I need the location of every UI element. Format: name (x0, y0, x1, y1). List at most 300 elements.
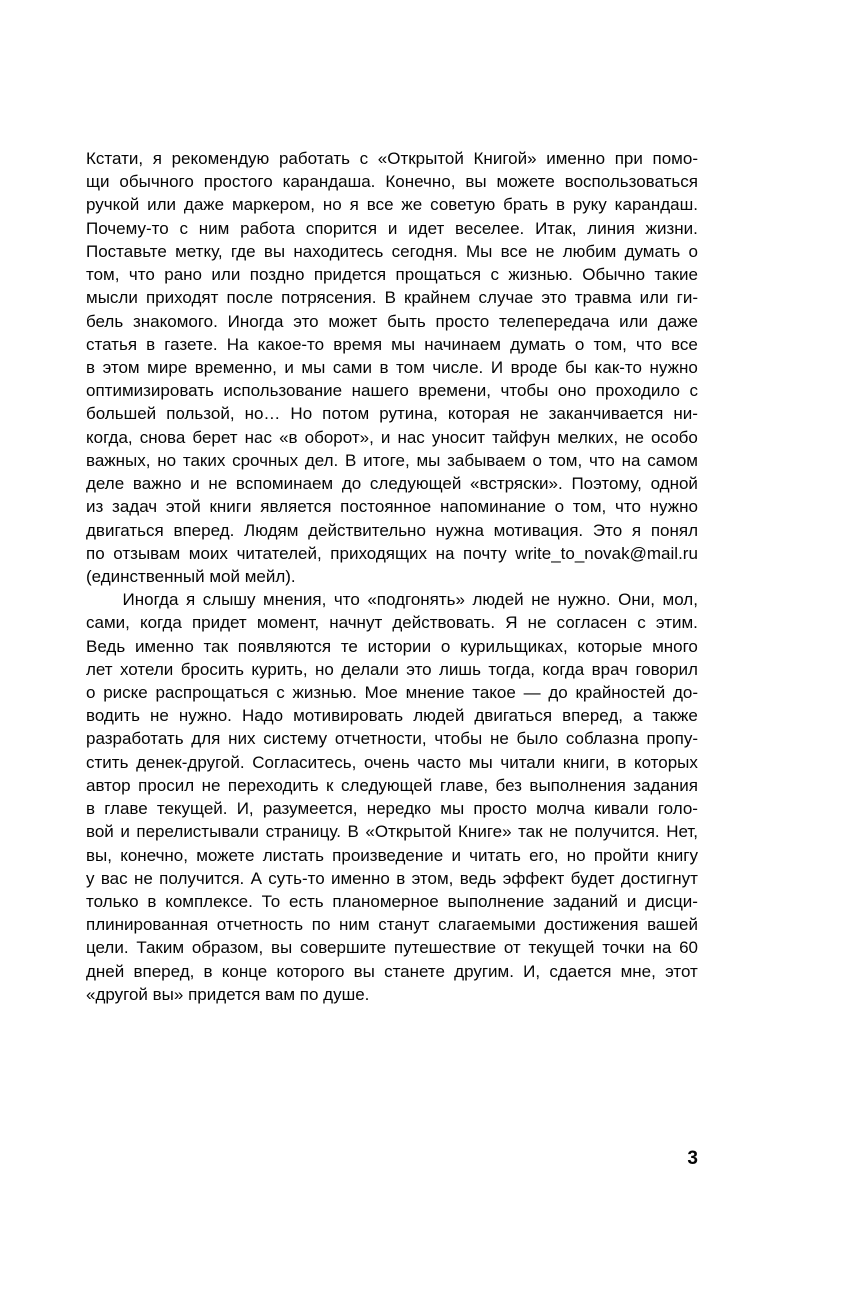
text-word: руку (572, 195, 607, 215)
text-word: планомерное (332, 892, 439, 911)
text-word: тогда, (488, 659, 535, 679)
text-word: крайностей (575, 683, 666, 703)
text-word: выполнение (447, 892, 545, 911)
text-word: начинаем (424, 334, 501, 354)
text-word: Кстати, (86, 149, 144, 168)
text-word: и (451, 845, 461, 865)
text-word: важно (132, 474, 182, 494)
text-word: сдается (549, 961, 612, 981)
text-line (86, 936, 698, 959)
text-word: спорится (305, 218, 378, 238)
text-word: автор (86, 775, 131, 795)
text-word: плинированная (86, 915, 209, 935)
text-word: Книгой» (473, 149, 537, 168)
text-line (86, 310, 698, 333)
text-word: На (226, 334, 249, 354)
text-word: в (555, 195, 565, 215)
text-line (86, 867, 698, 890)
text-word: с (276, 683, 285, 703)
text-word: мнение (405, 683, 465, 703)
text-word: одной (650, 474, 698, 494)
text-word: в (86, 799, 96, 819)
text-word: простого (203, 172, 273, 192)
text-word: «Открытой (377, 149, 464, 168)
text-line (86, 519, 698, 542)
text-word: действительно (308, 520, 426, 540)
text-word: а (633, 706, 643, 726)
text-word: не (535, 241, 555, 261)
text-word: советую (430, 195, 496, 215)
text-line (86, 658, 698, 681)
text-word: мол, (662, 590, 698, 610)
text-word: двигаться (86, 520, 164, 540)
text-word: лет (86, 659, 113, 679)
text-word: воспользоваться (564, 172, 698, 192)
text-word: Итак, (535, 218, 577, 238)
text-word: очень (363, 752, 410, 772)
text-word: важных, (86, 450, 151, 470)
text-word: что (588, 450, 615, 470)
text-word: пропу- (646, 729, 698, 749)
text-word: обычного (119, 172, 194, 192)
text-word: его, (529, 845, 559, 865)
text-word: достижения (544, 915, 639, 935)
text-word: оборот», (304, 427, 374, 447)
text-word: перелистывали (136, 822, 260, 842)
text-word: этот (665, 961, 698, 981)
text-word: кивали (593, 799, 649, 819)
text-word: потом (322, 404, 370, 424)
text-word: сами, (86, 613, 130, 633)
text-word: не (549, 822, 568, 842)
text-word: также (652, 706, 698, 726)
text-word: молча (536, 799, 585, 819)
text-word: книгу (656, 845, 698, 865)
text-line (86, 960, 698, 983)
text-word: То (261, 892, 281, 911)
text-line (86, 217, 698, 240)
text-word: так (518, 822, 543, 842)
text-word: просто (473, 799, 527, 819)
text-word: по (86, 543, 105, 563)
text-word: вперед, (133, 961, 195, 981)
text-word: с (359, 149, 369, 168)
text-word: заданий (553, 892, 619, 911)
text-word: постоянное (340, 497, 432, 517)
text-word: я (185, 590, 196, 610)
text-word: И, (523, 961, 541, 981)
text-line (86, 193, 698, 216)
text-word: этом, (411, 868, 454, 888)
text-word: бы (565, 357, 588, 377)
text-word: Это (592, 520, 623, 540)
text-line (86, 495, 698, 518)
text-line (86, 704, 698, 727)
text-word: достигнут (620, 868, 698, 888)
text-word: которая (447, 404, 510, 424)
text-word: случае (478, 288, 534, 308)
text-word: крайнем (404, 288, 471, 308)
text-word: у (86, 868, 95, 888)
text-line (86, 588, 698, 611)
text-word: это (406, 659, 432, 679)
text-word: не (527, 613, 547, 633)
text-word: ним (339, 915, 370, 935)
paragraph-2 (86, 588, 698, 1006)
text-word: только (86, 892, 139, 911)
text-word: карандаш. (614, 195, 698, 215)
text-word: придется (313, 265, 387, 285)
text-word: и (626, 892, 637, 911)
text-word: совершите (300, 938, 387, 958)
text-word: бросить (180, 659, 244, 679)
text-word: соблазна (565, 729, 639, 749)
text-word: статья (86, 334, 138, 354)
text-word: Обычно (582, 265, 646, 285)
text-line (86, 170, 698, 193)
text-word: этим. (655, 613, 698, 633)
text-word: Мы (466, 241, 493, 261)
text-word: таких (182, 450, 226, 470)
text-word: когда (542, 659, 585, 679)
text-word: хотели (120, 659, 174, 679)
text-word: рекомендую (171, 149, 270, 168)
text-word: самом (647, 450, 698, 470)
text-word: с (637, 613, 646, 633)
text-word: слышу (202, 590, 256, 610)
text-word: брать (503, 195, 549, 215)
text-word: при (614, 149, 643, 168)
text-word: текущей (528, 938, 595, 958)
text-word: Поставьте (86, 241, 167, 261)
text-word: до- (672, 683, 698, 703)
text-word: произведение (332, 845, 444, 865)
text-word: деле (86, 474, 125, 494)
text-word: Таким (136, 938, 185, 958)
text-word: до (341, 474, 362, 494)
text-word: том, (572, 497, 607, 517)
text-run: (единственный мой мейл). (86, 566, 296, 586)
text-line (86, 449, 698, 472)
text-word: пользой, (166, 404, 235, 424)
text-line (86, 402, 698, 425)
text-word: Книге» (458, 822, 512, 842)
text-word: вы (271, 938, 293, 958)
text-word: А (250, 868, 262, 888)
text-word: что (615, 497, 641, 517)
text-word: В (347, 822, 359, 842)
text-word: появляются (237, 636, 332, 656)
text-word: разумеется, (262, 799, 358, 819)
text-word: временно, (194, 357, 277, 377)
text-word: нас (244, 427, 272, 447)
text-word: вы, (86, 845, 112, 865)
text-word: врач (591, 659, 629, 679)
text-word: после (226, 288, 274, 308)
text-word: когда, (86, 427, 133, 447)
text-word: И, (236, 799, 254, 819)
text-word: получится. (159, 868, 245, 888)
text-word: не (531, 590, 551, 610)
text-word: курить, (251, 659, 308, 679)
text-line (86, 147, 698, 170)
text-word: оптимизировать (86, 381, 214, 401)
text-word: можете (496, 172, 555, 192)
page-body-text (86, 147, 698, 1006)
text-word: в (147, 892, 157, 911)
text-line (86, 727, 698, 750)
text-word: «подгонять» (367, 590, 465, 610)
text-word: в (379, 357, 389, 377)
text-word: забываем (447, 450, 526, 470)
text-word: из (86, 497, 104, 517)
text-word: почту (463, 543, 507, 563)
text-word: или (147, 195, 177, 215)
text-word: Иногда (122, 590, 179, 610)
text-word: момент, (256, 613, 320, 633)
text-word: выполнения (529, 775, 626, 795)
text-word: же (401, 195, 423, 215)
text-word: но (315, 659, 334, 679)
text-word: заканчивается (548, 404, 664, 424)
text-word: от (503, 938, 521, 958)
text-word: чтобы (500, 381, 549, 401)
text-word: числе. (432, 357, 484, 377)
text-word: путешествие (393, 938, 497, 958)
text-word: но (157, 450, 177, 470)
text-word: В (345, 450, 357, 470)
text-word: нужна (435, 520, 484, 540)
text-word: листать (262, 845, 324, 865)
text-word: другим. (454, 961, 514, 981)
text-word: жизнью. (508, 265, 573, 285)
text-line (86, 263, 698, 286)
text-word: думать (624, 241, 681, 261)
text-word: является (260, 497, 332, 517)
text-word: пройти (593, 845, 649, 865)
text-word: мелких, (557, 427, 619, 447)
text-word: понял (650, 520, 698, 540)
text-line (86, 635, 698, 658)
text-word: может (328, 311, 378, 331)
text-line (86, 240, 698, 263)
text-word: но… (244, 404, 281, 424)
text-word: «встряски». (470, 474, 563, 494)
text-word: цели. (86, 938, 129, 958)
text-word: водить (86, 706, 140, 726)
text-word: следующей (340, 775, 433, 795)
text-word: лишь (439, 659, 481, 679)
text-word: карандаша. (282, 172, 376, 192)
text-word: я (152, 149, 162, 168)
text-word: вы (263, 241, 286, 261)
text-word: и (190, 474, 200, 494)
text-word: Мое (364, 683, 398, 703)
text-word: вспоминаем (235, 474, 334, 494)
text-run: «другой вы» придется вам по душе. (86, 984, 370, 1004)
text-word: том (396, 357, 425, 377)
text-word: следующей (369, 474, 462, 494)
text-word: есть (289, 892, 324, 911)
text-word: том, (548, 450, 583, 470)
text-word: такое (472, 683, 516, 703)
text-word: читателей, (236, 543, 322, 563)
text-line (86, 774, 698, 797)
text-word: о (86, 683, 96, 703)
text-word: систему (263, 729, 328, 749)
text-word: жизнью. (292, 683, 357, 703)
text-word: о (574, 334, 585, 354)
text-word: нас (397, 427, 425, 447)
text-word: большей (86, 404, 157, 424)
text-word: начнут (329, 613, 383, 633)
text-word: сами (332, 357, 372, 377)
text-line (86, 379, 698, 402)
text-word: любим (562, 241, 617, 261)
text-word: Они, (618, 590, 655, 610)
text-word: просто (435, 311, 490, 331)
text-word: мотивировать (293, 706, 404, 726)
text-word: что (128, 265, 155, 285)
text-word: и (120, 822, 130, 842)
text-word: по (311, 915, 331, 935)
text-word: курильщиках, (460, 636, 568, 656)
text-word: которых (633, 752, 698, 772)
text-word: И (490, 357, 504, 377)
text-word: о (554, 497, 565, 517)
text-word: такие (654, 265, 698, 285)
text-line (86, 751, 698, 774)
text-word: точки (602, 938, 645, 958)
text-word: людей (413, 706, 465, 726)
text-word: мы (468, 752, 493, 772)
text-line (86, 913, 698, 936)
text-word: маркером, (232, 195, 315, 215)
text-word: использование (223, 381, 343, 401)
text-word: все (671, 334, 698, 354)
text-word: мире (147, 357, 188, 377)
text-line (86, 472, 698, 495)
text-word: стить (86, 752, 129, 772)
text-word: не (208, 474, 228, 494)
text-word: главе, (439, 775, 489, 795)
text-word: оно (557, 381, 587, 401)
text-word: Конечно, (385, 172, 456, 192)
text-word: нашего (351, 381, 409, 401)
text-word: время (333, 334, 383, 354)
text-word: 60 (679, 938, 698, 958)
text-word: в (86, 357, 96, 377)
text-word: суть-то (268, 868, 325, 888)
text-word: проходило (595, 381, 680, 401)
text-word: именно (546, 149, 606, 168)
text-word: мысли (86, 288, 138, 308)
text-word: ручкой (86, 195, 140, 215)
text-line (86, 890, 698, 913)
paragraph-indent (86, 588, 115, 611)
text-word: в (203, 961, 213, 981)
text-line (86, 333, 698, 356)
text-word: не (489, 729, 509, 749)
text-word: можете (196, 845, 255, 865)
text-word: находитесь (293, 241, 384, 261)
text-word: не (201, 775, 221, 795)
text-word: получится. (574, 822, 660, 842)
text-line (86, 681, 698, 704)
text-word: станут (378, 915, 430, 935)
text-word: ни- (673, 404, 698, 424)
text-word: или (639, 288, 669, 308)
text-word: тайфун (492, 427, 551, 447)
text-word: много (652, 636, 698, 656)
text-word: и (387, 218, 398, 238)
text-word: этом (102, 357, 140, 377)
text-word: write_to_novak@mail.ru (515, 543, 698, 563)
text-word: риске (103, 683, 148, 703)
page-number: 3 (687, 1148, 698, 1169)
text-word: именно (134, 636, 194, 656)
text-word: щи (86, 172, 110, 192)
text-word: конце (221, 961, 268, 981)
text-word: отчетность (216, 915, 304, 935)
text-word: не (133, 868, 153, 888)
text-word: без (495, 775, 522, 795)
text-word: книги, (562, 752, 610, 772)
text-word: работа (240, 218, 295, 238)
text-word: будет (570, 868, 615, 888)
text-word: нужно (649, 497, 698, 517)
text-word: о (688, 241, 698, 261)
text-word: придет (191, 613, 247, 633)
text-word: газете. (164, 334, 218, 354)
text-word: «Открытой (365, 822, 452, 842)
text-word: Я (505, 613, 518, 633)
paragraph-1 (86, 147, 698, 588)
text-word: поздно (249, 265, 305, 285)
text-word: с (179, 218, 188, 238)
text-line (86, 820, 698, 843)
text-word: которые (577, 636, 643, 656)
text-word: знакомого. (132, 311, 218, 331)
text-word: даже (657, 311, 698, 331)
text-line (86, 844, 698, 867)
text-word: но (566, 845, 586, 865)
text-word: нужно. (178, 706, 232, 726)
text-word: истории (367, 636, 432, 656)
text-word: Согласитесь, (252, 752, 357, 772)
text-word: но (322, 195, 342, 215)
text-word: напоминание (439, 497, 546, 517)
text-word: с (689, 381, 698, 401)
text-word: моих (188, 543, 228, 563)
text-word: дел. (304, 450, 339, 470)
text-word: нужно (649, 357, 698, 377)
text-word: читали (500, 752, 556, 772)
text-word: приходят (145, 288, 219, 308)
text-word: на (621, 450, 641, 470)
text-word: все (366, 195, 394, 215)
text-word: в (396, 868, 406, 888)
text-word: вперед. (173, 520, 235, 540)
text-word: вперед, (562, 706, 624, 726)
text-word: срочных (232, 450, 299, 470)
text-word: что (636, 334, 662, 354)
text-word: вас (100, 868, 128, 888)
text-word: ведь (459, 868, 497, 888)
text-word: что (333, 590, 360, 610)
text-word: дней (86, 961, 125, 981)
text-word: Поэтому, (571, 474, 642, 494)
